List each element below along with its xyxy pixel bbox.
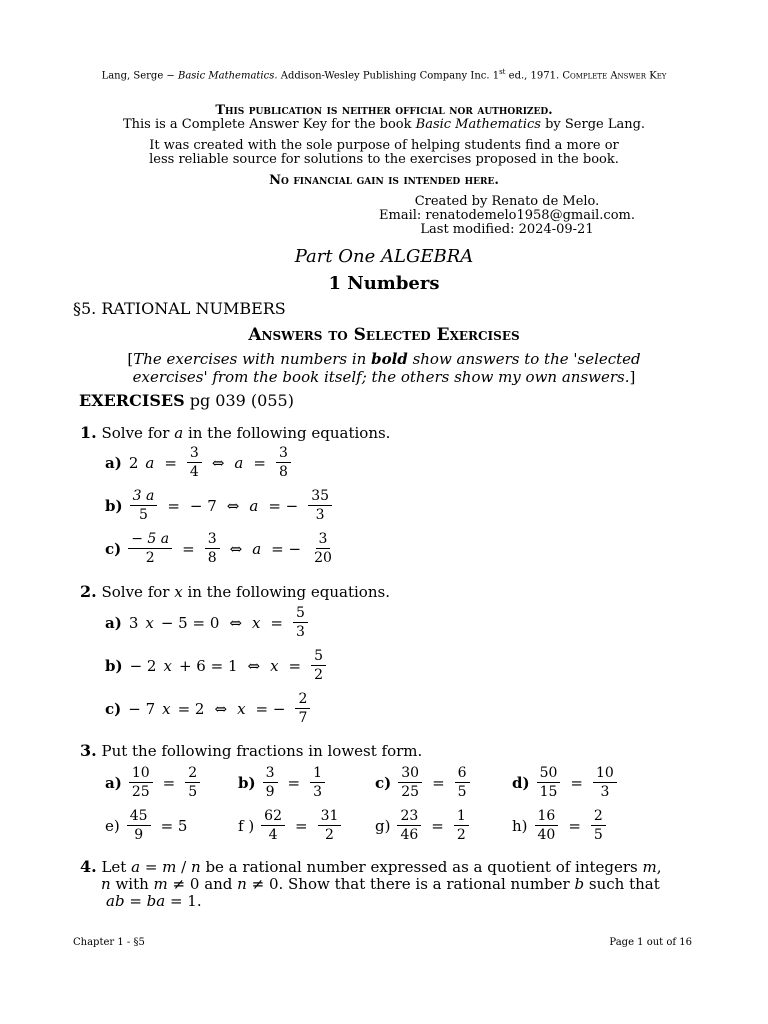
problem-1a: a) 2 a = $\frac{3}{4}$ ⇔ a = $\frac{3}{8}$ bbox=[105, 446, 291, 479]
credit-modified: Last modified: 2024-09-21 bbox=[420, 222, 594, 237]
problem-3c: c) $\frac{30}{25}$ = $\frac{6}{5}$ bbox=[375, 766, 470, 799]
notice-line-3: It was created with the sole purpose of helping students find a more or bbox=[149, 138, 619, 153]
fraction: $\frac{3 a}{5}$ bbox=[130, 489, 158, 522]
problem-2: 2. Solve for x in the following equations. bbox=[80, 582, 390, 601]
section-title: §5. RATIONAL NUMBERS bbox=[73, 299, 286, 318]
part-title: Part One ALGEBRA bbox=[294, 246, 474, 267]
problem-1b: b) $\frac{3 a}{5}$ = − 7 ⇔ a = − $\frac{35}{3}$ bbox=[105, 489, 332, 522]
problem-3e: e) $\frac{45}{9}$ = 5 bbox=[105, 808, 188, 843]
problem-1c: c) $\frac{- 5 a}{2}$ = $\frac{3}{8}$ ⇔ a = − $\frac{3}{20}$ bbox=[105, 532, 335, 565]
problem-3b: b) $\frac{3}{9}$ = $\frac{1}{3}$ bbox=[238, 766, 325, 799]
footer-page: Page 1 out of 16 bbox=[609, 937, 692, 948]
fraction: $\frac{5}{3}$ bbox=[293, 606, 308, 639]
fraction: $\frac{10}{3}$ bbox=[593, 766, 617, 799]
fraction: $\frac{- 5 a}{2}$ bbox=[128, 532, 172, 565]
fraction: $\frac{1}{2}$ bbox=[454, 809, 469, 842]
fraction: $\frac{6}{5}$ bbox=[455, 766, 470, 799]
fraction: $\frac{2}{7}$ bbox=[295, 692, 310, 725]
fraction: $\frac{30}{25}$ bbox=[398, 766, 422, 799]
problem-1: 1. Solve for a in the following equations. bbox=[80, 423, 391, 442]
exercises-heading: EXERCISES pg 039 (055) bbox=[79, 391, 294, 410]
problem-2c: c) − 7 x = 2 ⇔ x = − $\frac{2}{7}$ bbox=[105, 692, 310, 725]
chapter-title: 1 Numbers bbox=[328, 273, 440, 294]
fraction: $\frac{35}{3}$ bbox=[308, 489, 332, 522]
fraction: $\frac{62}{4}$ bbox=[261, 809, 285, 842]
note-line-1: [The exercises with numbers in bold show answers to the 'selected bbox=[127, 350, 641, 368]
fraction: $\frac{2}{5}$ bbox=[591, 809, 606, 842]
problem-2b: b) − 2 x + 6 = 1 ⇔ x = $\frac{5}{2}$ bbox=[105, 649, 326, 682]
fraction: $\frac{45}{9}$ bbox=[127, 809, 151, 842]
problem-3g: g) $\frac{23}{46}$ = $\frac{1}{2}$ bbox=[375, 809, 469, 842]
notice-line-4: less reliable source for solutions to the exercises proposed in the book. bbox=[149, 152, 619, 167]
fraction: $\frac{5}{2}$ bbox=[311, 649, 326, 682]
notice-line-1: This publication is neither official nor authorized. bbox=[215, 103, 553, 118]
footer-chapter: Chapter 1 - §5 bbox=[73, 937, 145, 948]
fraction: $\frac{31}{2}$ bbox=[318, 809, 342, 842]
fraction: $\frac{3}{8}$ bbox=[276, 446, 291, 479]
fraction: $\frac{3}{4}$ bbox=[187, 446, 202, 479]
notice-line-5: No financial gain is intended here. bbox=[269, 173, 499, 188]
credit-email: Email: renatodemelo1958@gmail.com. bbox=[379, 208, 635, 223]
fraction: $\frac{2}{5}$ bbox=[185, 766, 200, 799]
fraction: $\frac{3}{20}$ bbox=[314, 531, 332, 566]
fraction: $\frac{23}{46}$ bbox=[397, 809, 421, 842]
problem-2a: a) 3 x − 5 = 0 ⇔ x = $\frac{5}{3}$ bbox=[105, 606, 308, 639]
problem-3a: a) $\frac{10}{25}$ = $\frac{2}{5}$ bbox=[105, 766, 200, 799]
problem-3f: f ) $\frac{62}{4}$ = $\frac{31}{2}$ bbox=[238, 809, 341, 842]
problem-3h: h) $\frac{16}{40}$ = $\frac{2}{5}$ bbox=[512, 809, 606, 842]
fraction: $\frac{3}{9}$ bbox=[263, 766, 278, 799]
notice-line-2: This is a Complete Answer Key for the book Basic Mathematics by Serge Lang. bbox=[122, 117, 646, 132]
fraction: $\frac{16}{40}$ bbox=[535, 809, 559, 842]
problem-3d: d) $\frac{50}{15}$ = $\frac{10}{3}$ bbox=[512, 766, 617, 799]
fraction: $\frac{10}{25}$ bbox=[129, 766, 153, 799]
problem-4-line-2: n with m ≠ 0 and n ≠ 0. Show that there is a rational number b such that bbox=[101, 875, 660, 893]
problem-4 bbox=[80, 858, 700, 910]
header-citation: Lang, Serge − Basic Mathematics. Addison-Wesley Publishing Company Inc. 1st ed., 1971. Complete Answer Key bbox=[101, 68, 667, 82]
note-line-2: exercises' from the book itself; the others show my own answers.] bbox=[132, 368, 636, 386]
fraction: $\frac{50}{15}$ bbox=[537, 766, 561, 799]
answers-title: Answers to Selected Exercises bbox=[248, 325, 520, 345]
credit-author: Created by Renato de Melo. bbox=[414, 194, 600, 209]
problem-4-line-3: ab = ba = 1. bbox=[106, 892, 202, 910]
problem-4-line-1: 4. Let a = m / n be a rational number expressed as a quotient of integers m, bbox=[80, 857, 662, 876]
fraction: $\frac{3}{8}$ bbox=[205, 532, 220, 565]
problem-3: 3. Put the following fractions in lowest form. bbox=[80, 741, 423, 760]
fraction: $\frac{1}{3}$ bbox=[310, 766, 325, 799]
